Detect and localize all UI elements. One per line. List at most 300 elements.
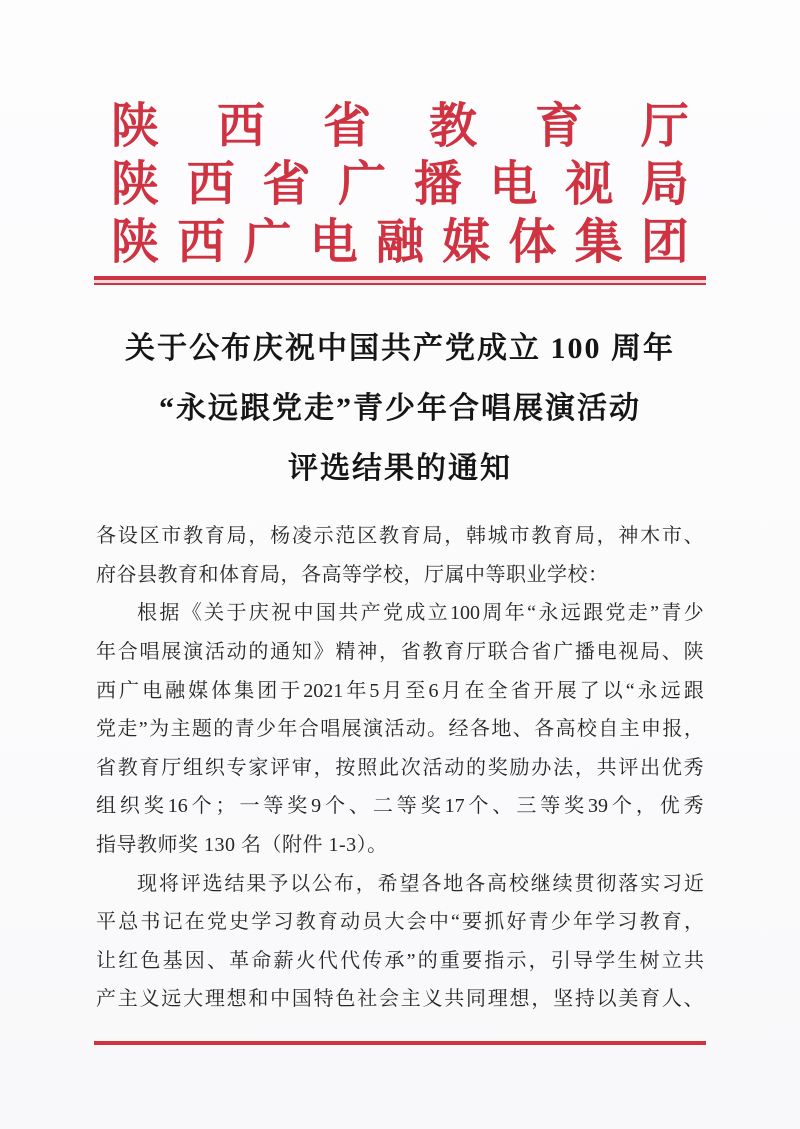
- body-text-char: 书: [140, 911, 161, 934]
- body-text-char: 近: [683, 872, 704, 895]
- body-text-char: 各: [421, 872, 442, 895]
- body-text-char: 办: [531, 756, 552, 779]
- body-text-char: 区: [357, 525, 378, 548]
- body-text-char: 示: [313, 525, 334, 548]
- body-text-char: 织: [119, 795, 140, 818]
- org-name-char: 播: [413, 158, 462, 211]
- body-text-char: 育: [204, 525, 225, 548]
- body-text-char: 、: [683, 988, 704, 1011]
- body-text-char: 的: [417, 949, 438, 972]
- body-text-char: 平: [96, 911, 116, 934]
- body-text-char: 局: [422, 525, 443, 548]
- body-text-char: 合: [509, 641, 530, 664]
- body-text-char: 次: [400, 756, 421, 779]
- org-name-char: 电: [489, 158, 538, 211]
- body-text-char: 全: [487, 679, 508, 702]
- body-text-char: 义: [422, 988, 443, 1011]
- body-text-char: 让: [96, 949, 116, 972]
- org-name-char: 视: [565, 158, 614, 211]
- body-text-char: ”: [138, 718, 148, 741]
- body-text-char: 将: [158, 872, 179, 895]
- body-text-char: 奖: [564, 795, 585, 818]
- body-text-char: 色: [335, 988, 356, 1011]
- body-text-char: 二: [372, 795, 393, 818]
- org-name-char: 广: [243, 216, 292, 269]
- body-text-char: 通: [270, 641, 291, 664]
- body-text-char: 励: [509, 756, 530, 779]
- body-text-char: 展: [341, 718, 362, 741]
- body-text-char: 《: [181, 602, 202, 625]
- org-name-line: [111, 156, 689, 214]
- org-name-char: 陕: [111, 216, 160, 269]
- body-text-char: 国: [291, 988, 312, 1011]
- body-text-char: 产: [96, 988, 116, 1011]
- body-text-char: 教: [295, 911, 316, 934]
- body-text-char: 17: [444, 795, 465, 818]
- body-text-char: 党: [382, 602, 403, 625]
- org-name-char: 媒: [442, 216, 491, 269]
- body-text-char: 立: [427, 602, 448, 625]
- body-text-char: 木: [640, 525, 661, 548]
- body-text-char: 组: [96, 795, 116, 818]
- body-text-char: 在: [184, 911, 205, 934]
- body-text-char: ，: [313, 756, 334, 779]
- body-text-char: 习: [662, 872, 682, 895]
- body-text-char: 教: [639, 911, 660, 934]
- body-text-char: 薪: [273, 949, 294, 972]
- body-text-char: 主: [400, 988, 421, 1011]
- body-text-char: 100: [450, 602, 481, 625]
- body-text-char: 。: [427, 718, 448, 741]
- body-text-char: 共: [338, 602, 359, 625]
- body-text-char: 会: [406, 911, 427, 934]
- body-text-line: [96, 594, 704, 633]
- body-text-char: 在: [464, 679, 485, 702]
- body-text-char: 校: [576, 718, 597, 741]
- body-text-char: 理: [487, 988, 508, 1011]
- body-text-char: 布: [333, 872, 354, 895]
- body-text-char: 走: [117, 718, 138, 741]
- body-text-char: 中: [270, 988, 291, 1011]
- body-text-char: 演: [362, 718, 383, 741]
- body-text-char: 重: [439, 949, 460, 972]
- body-text-char: 个: [191, 795, 212, 818]
- body-text-char: 电: [142, 679, 163, 702]
- body-text-char: 走: [627, 602, 648, 625]
- body-text-char: 出: [640, 756, 661, 779]
- body-text-char: 持: [574, 988, 595, 1011]
- body-text-char: 彻: [596, 872, 617, 895]
- body-text-char: 织: [204, 756, 225, 779]
- org-name-char: 广: [338, 158, 387, 211]
- body-text-char: 凌: [291, 525, 312, 548]
- body-text-char: ，: [683, 718, 704, 741]
- body-text-char: 市: [661, 525, 682, 548]
- body-text-char: 动: [444, 756, 465, 779]
- body-text-line: [96, 787, 704, 826]
- body-text-char: 现: [137, 872, 157, 895]
- body-text-char: 报: [662, 718, 683, 741]
- body-text-char: 员: [362, 911, 383, 934]
- body-text-char: 教: [531, 525, 552, 548]
- body-text-char: 党: [206, 911, 227, 934]
- body-text-char: 39: [588, 795, 609, 818]
- body-text-char: 陕: [683, 641, 704, 664]
- body-text-char: ，: [355, 872, 376, 895]
- body-text-char: 学: [595, 949, 616, 972]
- body-text-char: 传: [362, 949, 383, 972]
- body-text-char: 主: [117, 988, 138, 1011]
- org-name-char: 育: [534, 100, 583, 153]
- body-text-char: ，: [444, 525, 465, 548]
- body-text-char: 大: [183, 988, 204, 1011]
- body-text-char: 厅: [161, 756, 182, 779]
- body-text-char: 知: [291, 641, 312, 664]
- title-line: “永远跟党走”青少年合唱展演活动: [159, 392, 641, 425]
- body-text-char: 各: [465, 872, 486, 895]
- body-text-char: 审: [291, 756, 312, 779]
- body-text-char: 市: [509, 525, 530, 548]
- letterhead: [0, 98, 800, 285]
- body-text-char: 年: [573, 911, 594, 934]
- body-text-char: 为: [149, 718, 170, 741]
- body-text-char: 和: [248, 988, 269, 1011]
- org-name-char: 陕: [111, 158, 160, 211]
- body-text-char: 的: [213, 718, 234, 741]
- body-text-char: 成: [405, 602, 426, 625]
- body-text-char: 要: [462, 911, 483, 934]
- body-text-char: 史: [229, 911, 250, 934]
- body-text-char: 、: [661, 641, 682, 664]
- body-text-char: 个: [468, 795, 489, 818]
- body-text-char: 合: [117, 641, 138, 664]
- body-text-char: 美: [618, 988, 639, 1011]
- body-text-char: 月: [382, 679, 403, 702]
- body-text-char: 法: [553, 756, 574, 779]
- body-text-char: 了: [579, 679, 600, 702]
- body-text-char: 团: [257, 679, 278, 702]
- body-text-char: 党: [605, 602, 626, 625]
- body-text-char: 展: [556, 679, 577, 702]
- body-text-char: 优: [661, 756, 682, 779]
- body-text-char: 年: [346, 679, 367, 702]
- body-text-char: 厅: [466, 641, 487, 664]
- body-text-char: 远: [560, 602, 581, 625]
- body-text-char: 红: [118, 949, 139, 972]
- body-text-char: 立: [661, 949, 682, 972]
- body-text-char: 广: [553, 641, 574, 664]
- body-text-char: 祝: [271, 602, 292, 625]
- body-text-char: 年: [277, 718, 298, 741]
- body-text-char: 记: [162, 911, 183, 934]
- body-text-char: 评: [270, 756, 291, 779]
- body-text-char: ，: [248, 525, 269, 548]
- body-text-char: 省: [96, 756, 116, 779]
- body-text-char: 16: [167, 795, 188, 818]
- body-text-char: 望: [399, 872, 420, 895]
- org-name-char: 厅: [640, 100, 689, 153]
- body-text-char: 远: [161, 988, 182, 1011]
- body-text-char: 动: [226, 641, 247, 664]
- body-text-char: 地: [443, 872, 464, 895]
- body-text-char: ，: [378, 641, 399, 664]
- body-text-line: [96, 633, 704, 672]
- body-text-char: 动: [340, 911, 361, 934]
- body-text-char: 年: [96, 641, 116, 664]
- body-text-char: 少: [550, 911, 571, 934]
- org-name-char: 融: [375, 216, 424, 269]
- body-text-char: 唱: [139, 641, 160, 664]
- body-text-char: 续: [552, 872, 573, 895]
- body-text-char: 关: [204, 602, 225, 625]
- body-text-char: 想: [509, 988, 530, 1011]
- body-text-char: “: [527, 602, 536, 625]
- body-text-char: 广: [119, 679, 140, 702]
- org-name-char: 西: [216, 100, 265, 153]
- body-text-char: 个: [325, 795, 346, 818]
- body-text-char: 生: [617, 949, 638, 972]
- body-text-char: 奖: [143, 795, 164, 818]
- body-text-char: 少: [683, 602, 704, 625]
- body-text-line: [96, 864, 704, 903]
- body-text-char: 活: [422, 756, 443, 779]
- body-text-char: 会: [378, 988, 399, 1011]
- body-text-char: 教: [183, 525, 204, 548]
- org-name-char: 省: [322, 100, 371, 153]
- body-text-char: 想: [226, 988, 247, 1011]
- body-text-char: 育: [444, 641, 465, 664]
- body-text-char: 教: [422, 641, 443, 664]
- org-name-line: [111, 98, 689, 156]
- body-text-char: 的: [466, 756, 487, 779]
- body-text-char: 韩: [466, 525, 487, 548]
- body-text-char: 等: [263, 795, 284, 818]
- body-text-char: 范: [335, 525, 356, 548]
- body-text-char: 永: [538, 602, 559, 625]
- body-text-char: 选: [202, 872, 223, 895]
- body-text-char: 庆: [248, 602, 269, 625]
- body-text-char: 优: [659, 795, 680, 818]
- body-text-char: 树: [639, 949, 660, 972]
- body-text-char: 代: [340, 949, 361, 972]
- body-text-char: 中: [428, 911, 449, 934]
- body-text-char: 活: [384, 718, 405, 741]
- body-text-char: 同: [466, 988, 487, 1011]
- body-text-char: 学: [251, 911, 272, 934]
- body-text-char: 共: [444, 988, 465, 1011]
- body-text-char: 局: [226, 525, 247, 548]
- body-text-char: 教: [378, 525, 399, 548]
- body-text-line: [96, 517, 704, 556]
- title-line: 关于公布庆祝中国共产党成立 100 周年: [125, 332, 675, 365]
- body-text-char: 一: [239, 795, 260, 818]
- body-text-char: 市: [161, 525, 182, 548]
- body-text-char: 评: [618, 756, 639, 779]
- letterhead-org-names: [111, 98, 689, 272]
- body-text-line: [96, 671, 704, 710]
- body-text-char: 承: [384, 949, 405, 972]
- body-text-char: 高: [555, 718, 576, 741]
- body-text-char: 周: [482, 602, 503, 625]
- body-text-char: 唱: [320, 718, 341, 741]
- body-text-char: 各: [469, 718, 490, 741]
- body-text-char: 省: [510, 679, 531, 702]
- body-text-char: 结: [224, 872, 245, 895]
- body-text-char: 于: [226, 602, 247, 625]
- body-text-char: 评: [180, 872, 201, 895]
- org-name-char: 省: [262, 158, 311, 211]
- body-text-char: 神: [357, 641, 378, 664]
- body-text-char: 秀: [683, 756, 704, 779]
- body-text-char: 育: [640, 988, 661, 1011]
- body-text-char: 经: [448, 718, 469, 741]
- body-text-line: [96, 980, 704, 1019]
- org-name-char: 局: [640, 158, 689, 211]
- body-text-char: 6: [428, 679, 439, 702]
- body-text-char: 理: [204, 988, 225, 1011]
- body-text-char: 融: [165, 679, 186, 702]
- body-text-char: 以: [290, 872, 311, 895]
- body-text-char: ”: [650, 602, 660, 625]
- body-text-char: 家: [248, 756, 269, 779]
- body-text-char: 开: [533, 679, 554, 702]
- body-text-char: 命: [251, 949, 272, 972]
- body-text-char: 题: [191, 718, 212, 741]
- body-text-char: 的: [248, 641, 269, 664]
- org-name-char: 集: [574, 216, 623, 269]
- body-text-char: 色: [140, 949, 161, 972]
- body-text-char: 至: [405, 679, 426, 702]
- body-text-char: 2021: [303, 679, 344, 702]
- body-text-char: 火: [295, 949, 316, 972]
- body-text-char: 跟: [683, 679, 704, 702]
- body-text-char: 育: [661, 911, 682, 934]
- body-text-line: [96, 710, 704, 749]
- body-text-char: 育: [139, 756, 160, 779]
- body-text-char: 教: [117, 756, 138, 779]
- body-text-line: [96, 903, 704, 942]
- body-text-char: 各: [534, 718, 555, 741]
- body-text-char: 自: [598, 718, 619, 741]
- body-text-char: 共: [683, 949, 704, 972]
- body-text-char: ，: [531, 988, 552, 1011]
- body-text-char: 总: [118, 911, 139, 934]
- body-text-char: 省: [400, 641, 421, 664]
- body-text-char: 精: [335, 641, 356, 664]
- body-text-char: 神: [618, 525, 639, 548]
- body-text-char: 西: [96, 679, 116, 702]
- body-text-char: “: [451, 911, 460, 934]
- body-text-char: 人: [661, 988, 682, 1011]
- body-text-char: 好: [506, 911, 527, 934]
- body-text-char: 于: [280, 679, 301, 702]
- org-name-line: [111, 214, 689, 272]
- body-text-char: 予: [268, 872, 289, 895]
- body-text-char: 各: [96, 525, 116, 548]
- body-text-char: 局: [574, 525, 595, 548]
- body-text-char: 大: [384, 911, 405, 934]
- body-text-char: 贯: [574, 872, 595, 895]
- body-text-char: 5: [369, 679, 380, 702]
- body-text-char: ；: [215, 795, 236, 818]
- body-text-char: 杨: [270, 525, 291, 548]
- body-text-char: 社: [357, 988, 378, 1011]
- body-text-char: 按: [335, 756, 356, 779]
- body-text-line: 指导教师奖 130 名（附件 1-3）。: [96, 834, 388, 857]
- body-text-char: 》: [313, 641, 334, 664]
- body-text-char: 主: [619, 718, 640, 741]
- body-text-char: 集: [234, 679, 255, 702]
- document-body: [96, 517, 704, 1019]
- body-text-char: 育: [553, 525, 574, 548]
- body-text-char: 视: [618, 641, 639, 664]
- body-text-char: 照: [357, 756, 378, 779]
- body-text-char: 果: [246, 872, 267, 895]
- body-text-char: 中: [293, 602, 314, 625]
- body-text-char: 媒: [188, 679, 209, 702]
- body-text-char: 党: [96, 718, 116, 741]
- body-text-char: 播: [574, 641, 595, 664]
- body-text-char: 抓: [484, 911, 505, 934]
- body-text-char: 等: [540, 795, 561, 818]
- body-text-char: 落: [618, 872, 639, 895]
- body-text-char: 实: [640, 872, 661, 895]
- body-text-char: 主: [170, 718, 191, 741]
- body-text-char: 组: [183, 756, 204, 779]
- body-text-char: 因: [184, 949, 205, 972]
- body-text-char: 展: [161, 641, 182, 664]
- body-text-char: 希: [377, 872, 398, 895]
- body-text-char: 、: [348, 795, 369, 818]
- body-text-char: ，: [683, 911, 704, 934]
- body-text-char: “: [625, 679, 635, 702]
- body-text-char: 共: [596, 756, 617, 779]
- body-text-char: 等: [396, 795, 417, 818]
- body-text-char: 个: [611, 795, 632, 818]
- body-text-char: 根: [137, 602, 157, 625]
- body-text-char: 青: [528, 911, 549, 934]
- org-name-char: 教: [428, 100, 477, 153]
- org-name-char: 团: [640, 216, 689, 269]
- scan-page-edge: [0, 1121, 800, 1129]
- body-text-char: 指: [484, 949, 505, 972]
- body-text-char: 、: [512, 718, 533, 741]
- org-name-char: 电: [309, 216, 358, 269]
- body-text-char: 以: [596, 988, 617, 1011]
- body-text-char: 三: [516, 795, 537, 818]
- body-text-char: 动: [405, 718, 426, 741]
- body-text-char: 国: [315, 602, 336, 625]
- body-text-char: 申: [641, 718, 662, 741]
- body-text-char: 省: [531, 641, 552, 664]
- body-text-char: 地: [491, 718, 512, 741]
- body-text-line: 府谷县教育和体育局，各高等学校，厅属中等职业学校：: [96, 563, 609, 586]
- body-text-char: 、: [206, 949, 227, 972]
- body-text-char: 义: [139, 988, 160, 1011]
- letterhead-rule: [94, 276, 706, 285]
- body-text-char: 基: [162, 949, 183, 972]
- body-text-char: 远: [660, 679, 681, 702]
- body-text-char: 学: [595, 911, 616, 934]
- body-text-char: 习: [273, 911, 294, 934]
- body-text-char: 跟: [583, 602, 604, 625]
- body-text-char: 联: [487, 641, 508, 664]
- body-text-char: 引: [550, 949, 571, 972]
- body-text-line: [96, 942, 704, 981]
- body-text-char: 城: [487, 525, 508, 548]
- body-text-char: 秀: [683, 795, 704, 818]
- body-text-char: 高: [487, 872, 507, 895]
